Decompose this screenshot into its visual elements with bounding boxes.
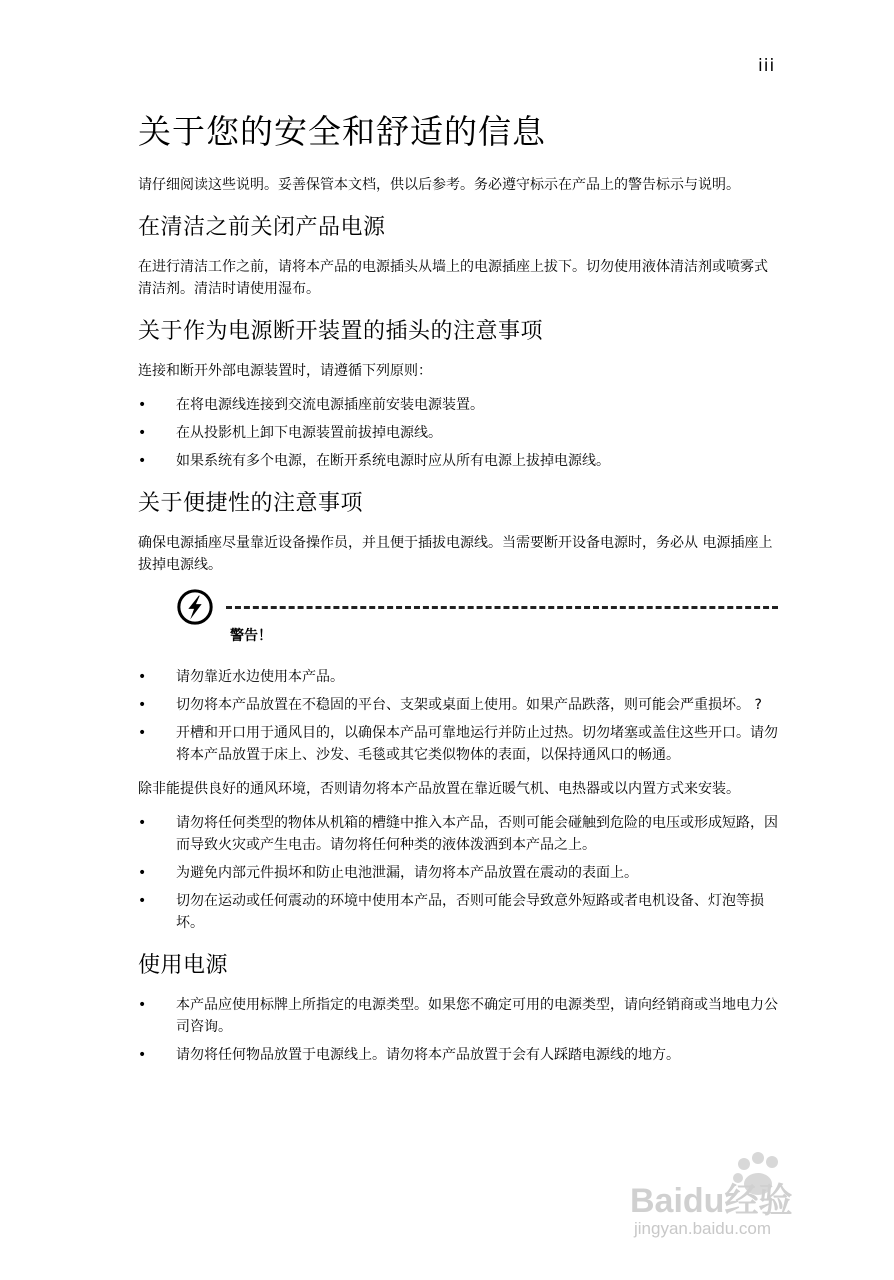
accessibility-paragraph: 确保电源插座尽量靠近设备操作员，并且便于插拔电源线。当需要断开设备电源时，务必从 电源插座上拔掉电源线。 [138,535,773,573]
list-item [138,422,778,444]
list-item-text: 如果系统有多个电源，在断开系统电源时应从所有电源上拔掉电源线。 [176,453,610,469]
cleaning-paragraph: 在进行清洁工作之前，请将本产品的电源插头从墙上的电源插座上拔下。切勿使用液体清洁剂或喷雾式清洁剂。清洁时请使用湿布。 [138,259,768,297]
bullet-icon: • [138,1047,147,1063]
lightning-warning-icon [176,588,214,626]
section-heading-cleaning: 在清洁之前关闭产品电源 [138,215,386,240]
list-item-text: 为避免内部元件损坏和防止电池泄漏，请勿将本产品放置在震动的表面上。 [176,865,638,881]
list-item-text: 开槽和开口用于通风目的，以确保本产品可靠地运行并防止过热。切勿堵塞或盖住这些开口。请勿将本产品放置于床上、沙发、毛毯或其它类似物体的表面，以保持通风口的畅通。 [176,725,778,763]
list-item-text: 在将电源线连接到交流电源插座前安装电源装置。 [176,397,484,413]
list-item [138,994,778,1038]
bullet-icon: • [138,397,147,413]
section-heading-power: 使用电源 [138,953,229,978]
bullet-icon: • [138,893,147,909]
bullet-icon: • [138,815,147,831]
list-item-text: 请勿将任何物品放置于电源线上。请勿将本产品放置于会有人踩踏电源线的地方。 [176,1047,680,1063]
watermark-url: jingyan.baidu.com [634,1219,772,1238]
bullet-icon: • [138,697,147,713]
page-title: 关于您的安全和舒适的信息 [138,112,546,151]
plug-list [138,394,778,472]
list-item-text: 请勿将任何类型的物体从机箱的槽缝中推入本产品，否则可能会碰触到危险的电压或形成短路，因而导致火灾或产生电击。请勿将任何种类的液体泼洒到本产品之上。 [176,815,778,853]
document-body [138,108,778,1078]
ventilation-paragraph: 除非能提供良好的通风环境，否则请勿将本产品放置在靠近暖气机、电热器或以内置方式来安装。 [138,781,740,797]
list-item [138,394,778,416]
section-heading-plug: 关于作为电源断开装置的插头的注意事项 [138,319,544,344]
warning-block [138,588,778,652]
section-heading-accessibility: 关于便捷性的注意事项 [138,491,364,516]
bullet-icon: • [138,997,147,1013]
list-item-text: 切勿在运动或任何震动的环境中使用本产品，否则可能会导致意外短路或者电机设备、灯泡等损坏。 [176,893,764,931]
bullet-icon: • [138,725,147,741]
list-item-text: 本产品应使用标牌上所指定的电源类型。如果您不确定可用的电源类型，请向经销商或当地电力公司咨询。 [176,997,778,1035]
plug-paragraph: 连接和断开外部电源装置时，请遵循下列原则： [138,363,432,379]
warning-divider [226,606,778,609]
page-number: iii [758,56,776,76]
list-item [138,862,778,884]
list-item [138,722,778,766]
list-item-text: 在从投影机上卸下电源装置前拔掉电源线。 [176,425,442,441]
list-item [138,812,778,856]
baidu-watermark [626,1150,836,1240]
list-item-text: 请勿靠近水边使用本产品。 [176,669,344,685]
bullet-icon: • [138,453,147,469]
bullet-icon: • [138,669,147,685]
list-item [138,450,778,472]
warning-list-2 [138,812,778,934]
power-list [138,994,778,1066]
intro-paragraph: 请仔细阅读这些说明。妥善保管本文档，供以后参考。务必遵守标示在产品上的警告标示与说明。 [138,177,740,193]
list-item [138,1044,778,1066]
watermark-brand: Baidu经验 [630,1182,793,1220]
list-item [138,666,778,688]
bullet-icon: • [138,425,147,441]
bullet-icon: • [138,865,147,881]
list-item-text: 切勿将本产品放置在不稳固的平台、支架或桌面上使用。如果产品跌落，则可能会严重损坏。 ? [176,697,762,713]
warning-label: 警告！ [230,628,272,644]
warning-list [138,666,778,766]
list-item [138,890,778,934]
list-item [138,694,778,716]
